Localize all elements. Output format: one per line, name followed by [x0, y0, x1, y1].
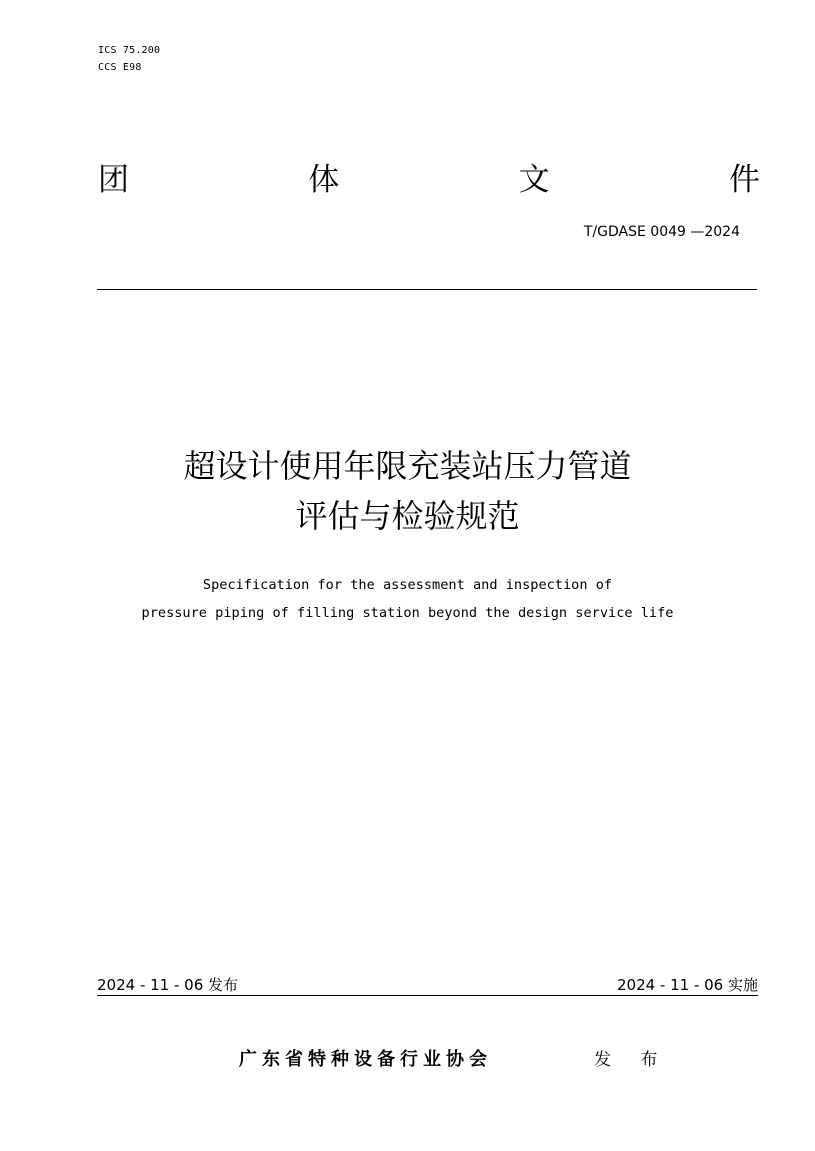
standard-number: T/GDASE 0049 —2024: [583, 224, 740, 240]
published-label: 发 布: [594, 1050, 670, 1070]
doc-type-char-2: 体: [308, 162, 340, 198]
implementation-date: 2024 - 11 - 06 实施: [616, 976, 758, 994]
english-title-line-1: Specification for the assessment and inspection of: [202, 577, 613, 593]
chinese-title: [100, 441, 715, 541]
date-divider: [97, 995, 758, 996]
header-divider: [97, 289, 757, 290]
chinese-title-line-1: 超设计使用年限充装站压力管道: [183, 447, 632, 485]
ccs-code: CCS E98: [98, 62, 142, 73]
english-title-line-2: pressure piping of filling station beyond the design service life: [141, 605, 674, 621]
chinese-title-line-2: 评估与检验规范: [295, 497, 520, 535]
doc-type-char-1: 团: [98, 162, 129, 198]
ics-code: ICS 75.200: [98, 45, 161, 56]
english-title: [60, 571, 755, 627]
issuing-organization: 广东省特种设备行业协会: [239, 1049, 492, 1070]
classification-codes: [98, 42, 160, 76]
document-type-heading: [98, 158, 760, 202]
doc-type-char-4: 件: [728, 162, 760, 198]
issue-date: 2024 - 11 - 06 发布: [97, 976, 239, 994]
doc-type-char-3: 文: [518, 162, 550, 198]
